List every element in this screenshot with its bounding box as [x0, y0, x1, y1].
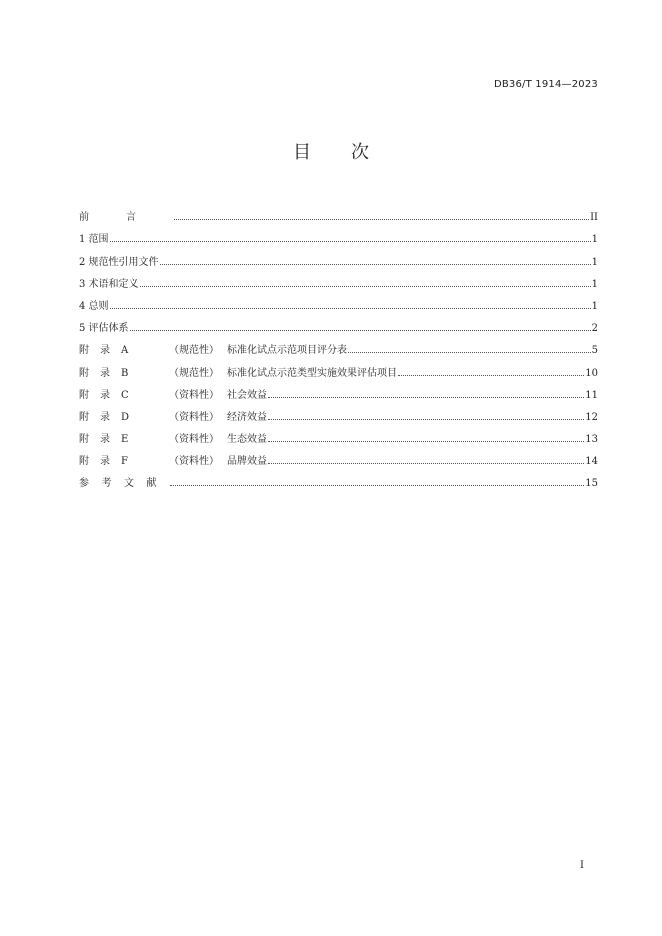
- toc-entry-section[interactable]: [79, 245, 598, 267]
- toc-entry-section[interactable]: [79, 312, 598, 334]
- toc-page-number: 10: [585, 367, 598, 379]
- appendix-type: （资料性）: [169, 411, 219, 423]
- toc-page-number: 12: [585, 411, 598, 423]
- title-char-2: 次: [351, 142, 369, 163]
- page-number: I: [580, 860, 584, 871]
- appendix-label: 附录B: [79, 367, 140, 379]
- toc-entry-label: [79, 408, 267, 423]
- leader-dots: [110, 307, 591, 309]
- toc-entry-preface[interactable]: [79, 201, 598, 223]
- toc-page-number: 5: [591, 345, 598, 357]
- toc-page-number: 2: [591, 323, 598, 335]
- leader-dots: [268, 418, 584, 420]
- leader-dots: [160, 263, 591, 265]
- appendix-label: 附录A: [79, 345, 140, 357]
- toc-page-number: 13: [585, 434, 598, 446]
- toc-entry-label: 参考文献: [79, 478, 169, 490]
- toc-entry-label: 3 术语和定义: [79, 278, 139, 290]
- leader-dots: [398, 374, 584, 376]
- appendix-label: 附录C: [79, 389, 140, 401]
- toc-entry-appendix[interactable]: [79, 401, 598, 423]
- leader-dots: [110, 240, 591, 242]
- leader-dots: [268, 462, 584, 464]
- toc-entry-label: 前言: [79, 212, 173, 224]
- appendix-type: （规范性）: [169, 367, 219, 379]
- toc-page-number: 1: [591, 234, 598, 246]
- toc-entry-section[interactable]: [79, 268, 598, 290]
- appendix-label: 附录D: [79, 411, 141, 423]
- toc-entry-appendix[interactable]: [79, 445, 598, 467]
- toc-entry-appendix[interactable]: [79, 356, 598, 378]
- toc-entry-label: [79, 364, 397, 379]
- appendix-title: 社会效益: [227, 389, 267, 401]
- leader-dots: [348, 351, 591, 353]
- leader-dots: [140, 285, 591, 287]
- appendix-type: （资料性）: [169, 389, 219, 401]
- appendix-title: 品牌效益: [227, 456, 267, 468]
- toc-entry-appendix[interactable]: [79, 423, 598, 445]
- toc-page-number: 1: [591, 256, 598, 268]
- toc-entry-label: [79, 386, 267, 401]
- toc-entry-appendix[interactable]: [79, 379, 598, 401]
- toc-entry-label: 2 规范性引用文件: [79, 256, 159, 268]
- toc-page-number: 15: [585, 478, 598, 490]
- appendix-type: （规范性）: [169, 345, 219, 357]
- toc-page-number: II: [590, 212, 598, 224]
- appendix-type: （资料性）: [169, 456, 219, 468]
- appendix-title: 经济效益: [227, 411, 267, 423]
- appendix-title: 标准化试点示范类型实施效果评估项目: [227, 367, 397, 379]
- leader-dots: [268, 440, 584, 442]
- toc-page-number: 1: [591, 278, 598, 290]
- toc-entry-label: [79, 430, 267, 445]
- toc-entry-section[interactable]: [79, 223, 598, 245]
- toc-entry-label: 1 范围: [79, 234, 109, 246]
- leader-dots: [170, 484, 584, 486]
- page-title: [0, 138, 662, 164]
- toc-entry-appendix[interactable]: [79, 334, 598, 356]
- title-char-1: 目: [293, 142, 311, 163]
- toc-entry-label: [79, 341, 347, 356]
- toc-page-number: 1: [591, 300, 598, 312]
- document-code: DB36/T 1914—2023: [493, 79, 598, 90]
- toc-page-number: 14: [585, 456, 598, 468]
- toc-page-number: 11: [585, 389, 598, 401]
- table-of-contents: [79, 201, 598, 489]
- toc-entry-label: [79, 452, 267, 467]
- toc-entry-label: 4 总则: [79, 300, 109, 312]
- appendix-title: 生态效益: [227, 434, 267, 446]
- appendix-type: （资料性）: [169, 434, 219, 446]
- leader-dots: [130, 329, 591, 331]
- toc-entry-references[interactable]: [79, 467, 598, 489]
- appendix-title: 标准化试点示范项目评分表: [227, 345, 347, 357]
- appendix-label: 附录E: [79, 434, 140, 446]
- appendix-label: 附录F: [79, 456, 139, 468]
- toc-entry-label: 5 评估体系: [79, 323, 129, 335]
- leader-dots: [268, 396, 584, 398]
- leader-dots: [174, 218, 589, 220]
- toc-entry-section[interactable]: [79, 290, 598, 312]
